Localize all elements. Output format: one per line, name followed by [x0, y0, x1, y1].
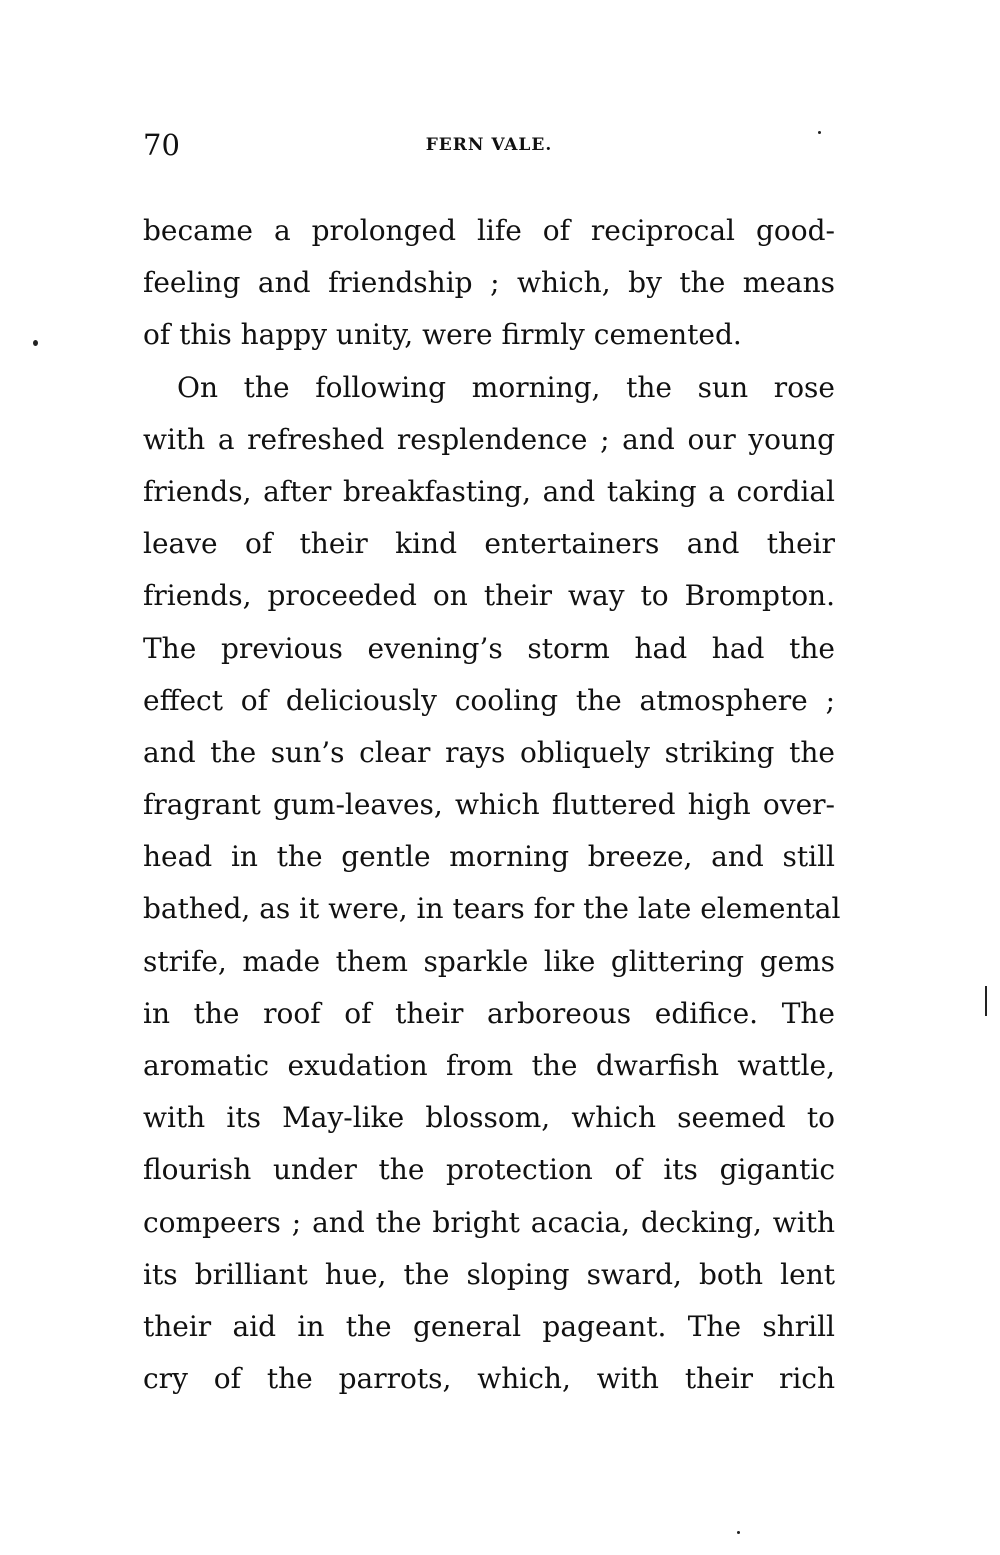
text-line: of this happy unity, were firmly cemented.: [143, 318, 742, 352]
running-title: FERN VALE.: [425, 135, 553, 155]
ink-speck: [818, 131, 821, 134]
text-line: cry of the parrots, which, with their rich: [143, 1362, 835, 1396]
text-line: The previous evening’s storm had had the: [143, 631, 835, 665]
text-line: their aid in the general pageant. The shrill: [143, 1309, 835, 1343]
text-line: with a refreshed resplendence ; and our young: [143, 422, 835, 456]
text-line: effect of deliciously cooling the atmosphere ;: [143, 683, 835, 717]
ink-speck: [33, 340, 38, 346]
text-line: flourish under the protection of its gigantic: [143, 1153, 835, 1187]
running-head: [143, 128, 835, 162]
text-line: compeers ; and the bright acacia, decking, with: [143, 1205, 835, 1239]
text-line: in the roof of their arboreous edifice. The: [143, 996, 835, 1030]
text-line: fragrant gum-leaves, which fluttered high over-: [143, 788, 835, 822]
text-line: bathed, as it were, in tears for the late elemental: [143, 892, 841, 926]
body-text: [143, 205, 841, 1405]
text-line: head in the gentle morning breeze, and still: [143, 840, 835, 874]
page-number: 70: [143, 128, 180, 162]
text-line: and the sun’s clear rays obliquely striking the: [143, 735, 835, 769]
text-line: its brilliant hue, the sloping sward, both lent: [143, 1257, 835, 1291]
text-line: friends, after breakfasting, and taking a cordial: [143, 474, 835, 508]
text-line: friends, proceeded on their way to Brompton.: [143, 579, 835, 613]
text-line: leave of their kind entertainers and their: [143, 527, 835, 561]
text-line: On the following morning, the sun rose: [177, 370, 835, 404]
margin-mark: [985, 986, 987, 1016]
text-line: strife, made them sparkle like glittering gems: [143, 944, 835, 978]
text-line: feeling and friendship ; which, by the means: [143, 266, 835, 300]
text-line: with its May-like blossom, which seemed to: [143, 1101, 835, 1135]
text-line: became a prolonged life of reciprocal good-: [143, 214, 835, 247]
ink-speck: [737, 1531, 740, 1534]
text-line: aromatic exudation from the dwarfish wattle,: [143, 1049, 835, 1082]
